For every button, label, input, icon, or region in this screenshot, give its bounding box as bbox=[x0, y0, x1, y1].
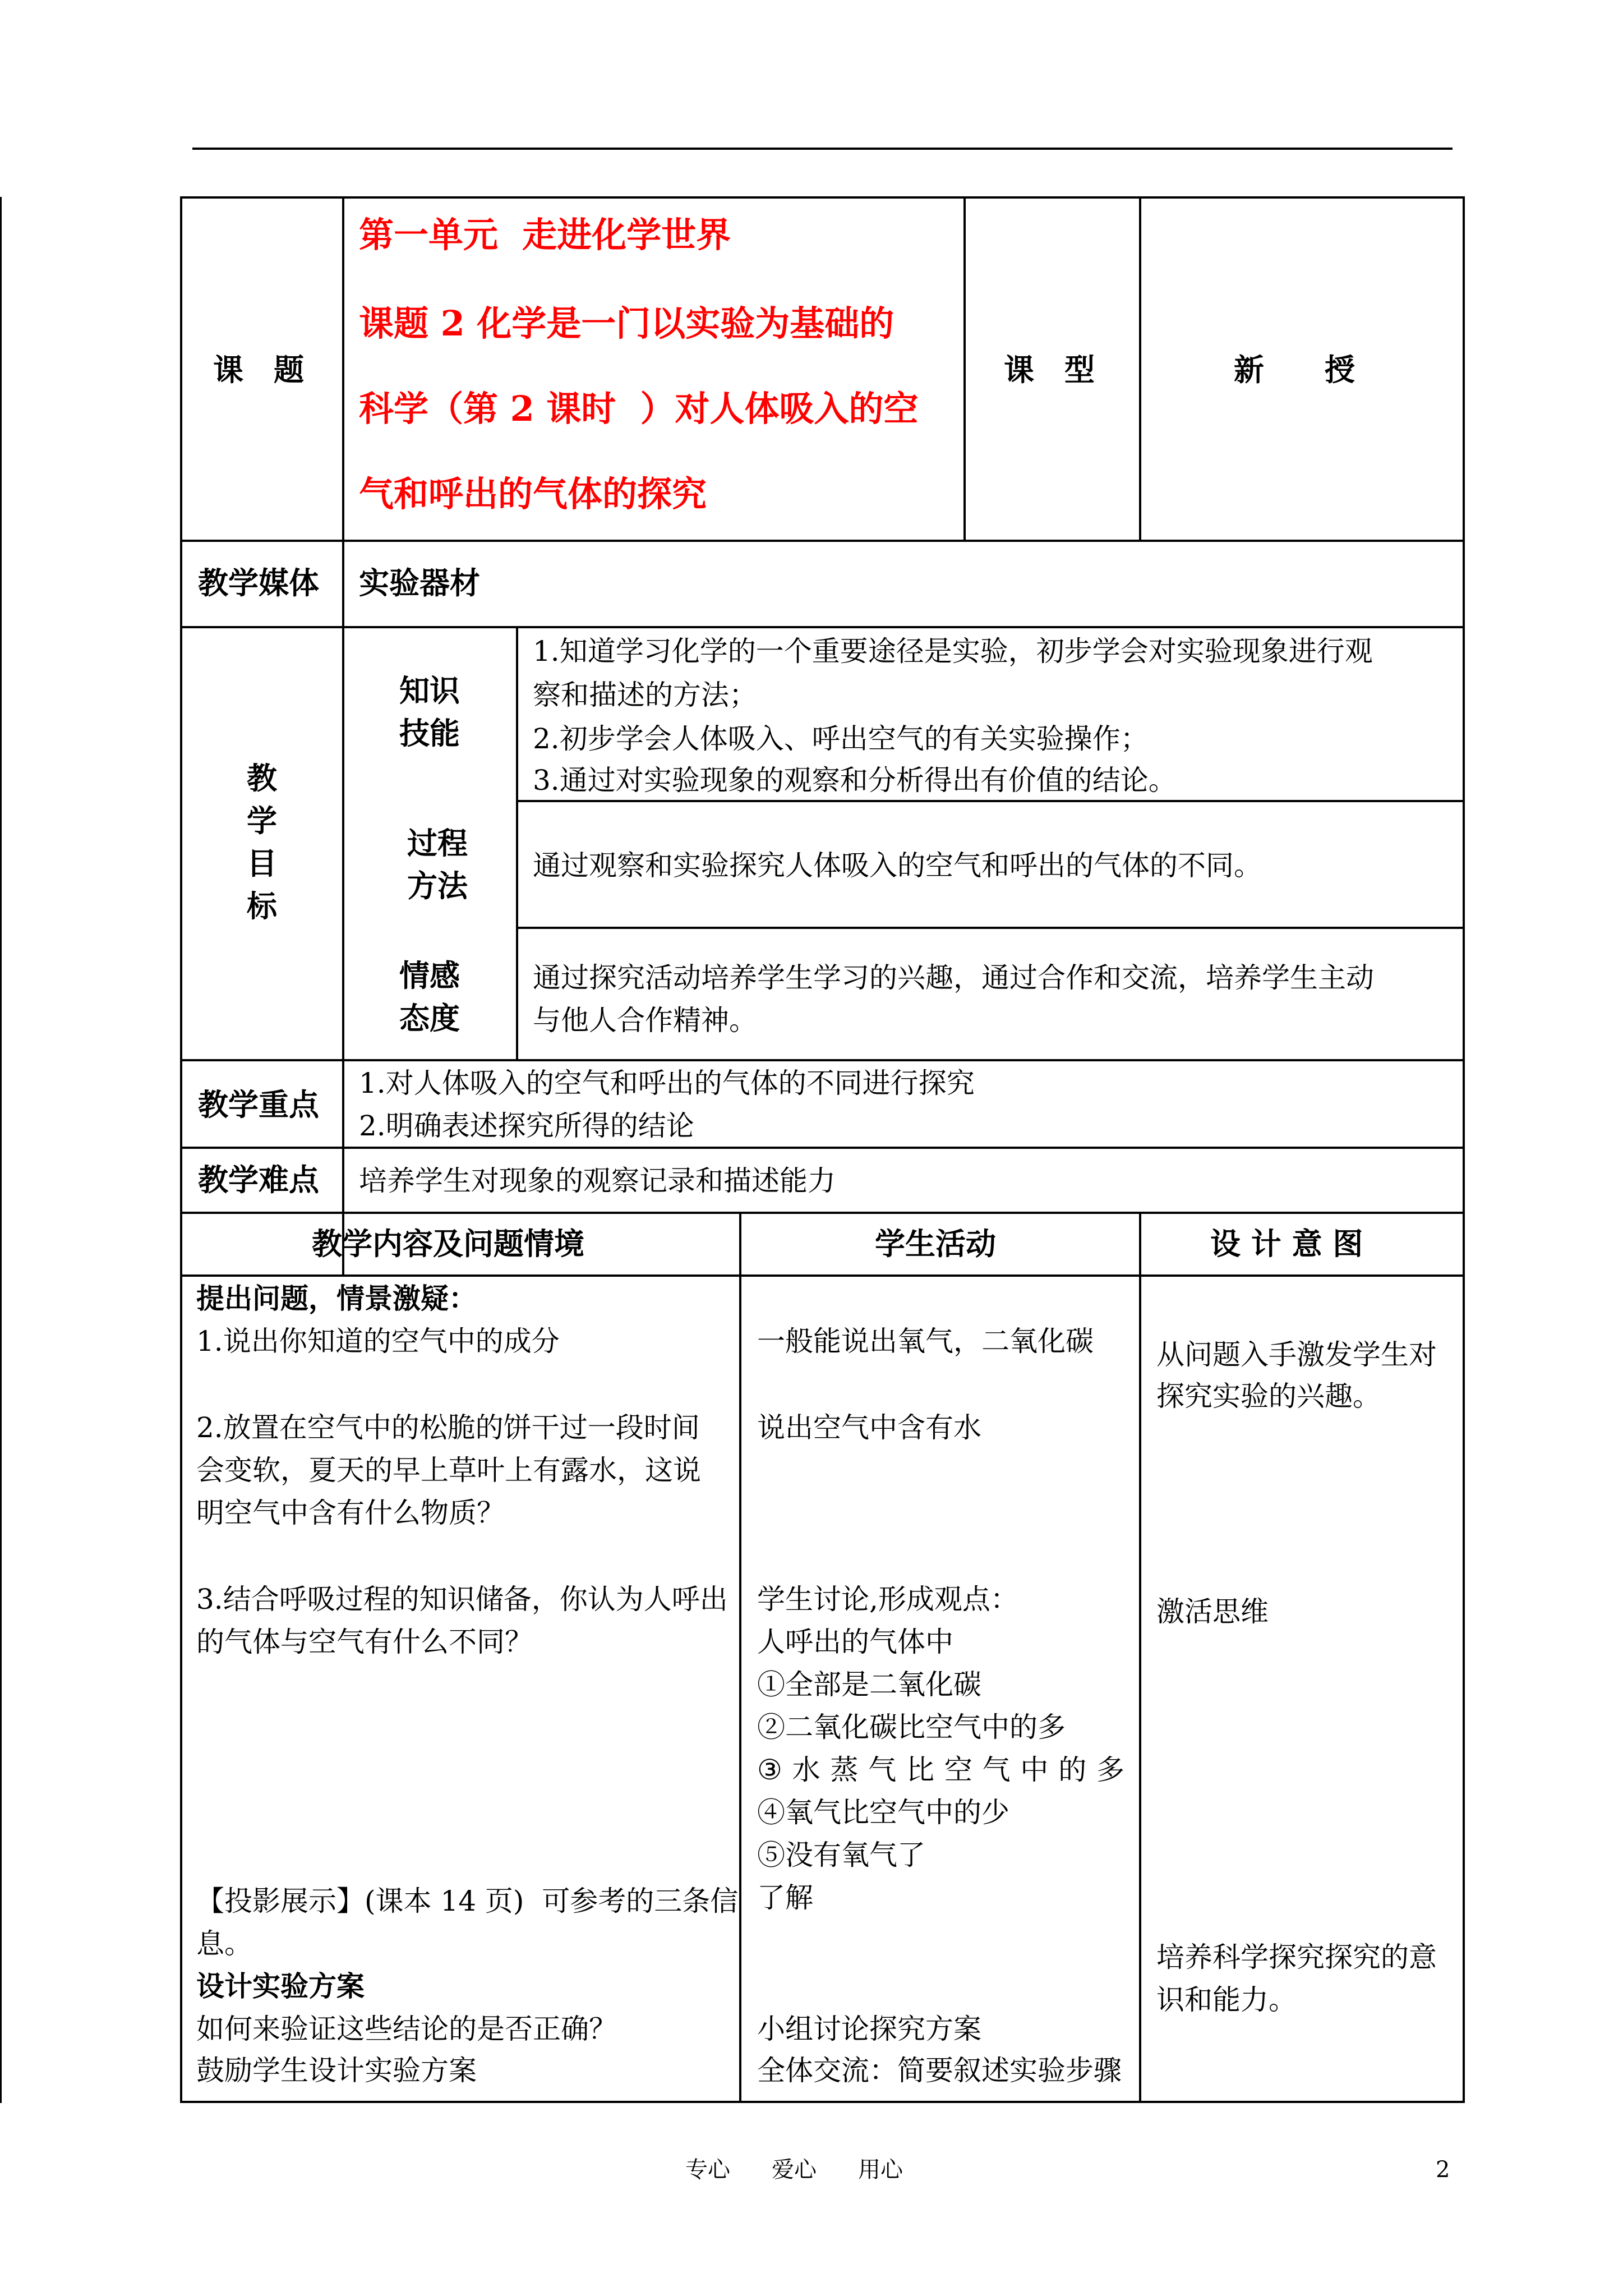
activity-3-line: 学生讨论,形成观点： bbox=[757, 1583, 1018, 1616]
question-2-line: 明空气中含有什么物质？ bbox=[196, 1497, 505, 1529]
topic-title-line: 气和呼出的气体的探究 bbox=[359, 473, 707, 514]
topic-title-line: 第一单元 走进化学世界 bbox=[359, 214, 731, 255]
topic-title-line: 科学（第 2 课时 ）对人体吸入的空 bbox=[359, 388, 919, 429]
design-plan-heading: 设计实验方案 bbox=[196, 1970, 365, 2003]
question-2-line: 会变软，夏天的早上草叶上有露水，这说 bbox=[196, 1454, 701, 1487]
column-header-content: 教学内容及问题情境 bbox=[312, 1226, 584, 1262]
design-2: 激活思维 bbox=[1156, 1595, 1269, 1628]
projection-line: 息。 bbox=[196, 1927, 252, 1960]
activity-3-line: ②二氧化碳比空气中的多 bbox=[757, 1711, 1066, 1743]
question-1: 1.说出你知道的空气中的成分 bbox=[196, 1325, 560, 1358]
activity-3-line: 了解 bbox=[757, 1881, 813, 1914]
activity-3-line: ①全部是二氧化碳 bbox=[757, 1668, 981, 1701]
column-header-activity: 学生活动 bbox=[875, 1226, 996, 1262]
left-margin-line bbox=[0, 197, 2, 2103]
activity-2: 说出空气中含有水 bbox=[757, 1411, 981, 1444]
design-3-line: 培养科学探究探究的意 bbox=[1156, 1941, 1437, 1973]
difficult-points-text: 培养学生对现象的观察记录和描述能力 bbox=[359, 1165, 836, 1197]
process-text: 通过观察和实验探究人体吸入的空气和呼出的气体的不同。 bbox=[533, 849, 1262, 882]
type-value: 新 授 bbox=[1234, 352, 1355, 388]
design-3-line: 识和能力。 bbox=[1156, 1984, 1297, 2016]
activity-4-line: 小组讨论探究方案 bbox=[757, 2013, 981, 2045]
design-plan-line: 鼓励学生设计实验方案 bbox=[196, 2054, 477, 2087]
column-header-design: 设 计 意 图 bbox=[1210, 1226, 1363, 1262]
page-number: 2 bbox=[1436, 2157, 1450, 2183]
activity-3-spread-line: ③ 水 蒸 气 比 空 气 中 的 多 bbox=[757, 1754, 1124, 1786]
question-2-line: 2.放置在空气中的松脆的饼干过一段时间 bbox=[196, 1411, 700, 1444]
activity-3-line: ⑤没有氧气了 bbox=[757, 1839, 925, 1871]
design-1-line: 探究实验的兴趣。 bbox=[1156, 1380, 1381, 1412]
projection-line: 【投影展示】(课本 14 页) 可参考的三条信 bbox=[196, 1885, 739, 1917]
key-points-label: 教学重点 bbox=[198, 1087, 319, 1122]
media-label: 教学媒体 bbox=[198, 565, 319, 601]
question-3-line: 的气体与空气有什么不同？ bbox=[196, 1626, 533, 1658]
difficult-points-label: 教学难点 bbox=[198, 1162, 319, 1198]
activity-1: 一般能说出氧气，二氧化碳 bbox=[757, 1325, 1094, 1358]
activity-4-line: 全体交流：简要叙述实验步骤 bbox=[757, 2054, 1122, 2087]
topic-label: 课 题 bbox=[213, 352, 304, 388]
design-1-line: 从问题入手激发学生对 bbox=[1156, 1338, 1437, 1371]
topic-title-line: 课题 2 化学是一门以实验为基础的 bbox=[359, 303, 895, 344]
design-plan-line: 如何来验证这些结论的是否正确？ bbox=[196, 2013, 617, 2045]
question-3-line: 3.结合呼吸过程的知识储备，你认为人呼出 bbox=[196, 1583, 728, 1616]
header-rule bbox=[192, 148, 1453, 150]
media-value: 实验器材 bbox=[359, 565, 480, 601]
content-heading: 提出问题，情景激疑： bbox=[196, 1282, 477, 1315]
activity-3-line: ④氧气比空气中的少 bbox=[757, 1796, 1009, 1829]
type-label: 课 型 bbox=[1004, 352, 1095, 388]
activity-3-line: 人呼出的气体中 bbox=[757, 1626, 953, 1658]
